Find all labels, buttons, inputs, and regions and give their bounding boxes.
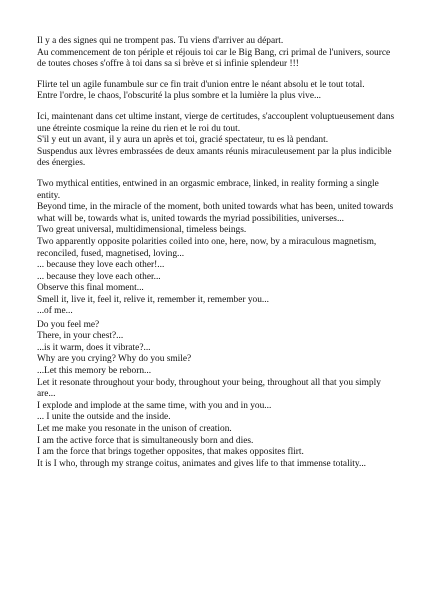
text-line: Beyond time, in the miracle of the moment, both united towards what has been, united towards what will be, towards what is, united towards the myriad possibilities, universes... xyxy=(37,202,394,224)
text-line: ... because they love each other... xyxy=(37,271,161,282)
text-line: Two apparently opposite polarities coiled into one, here, now, by a miraculous magnetism, reconciled, fused, magnetised, loving... xyxy=(37,236,377,259)
text-line: ...of me... xyxy=(37,306,73,317)
text-line: There, in your chest?... xyxy=(37,331,124,342)
paragraph-fr-2 xyxy=(37,80,395,103)
text-line: Do you feel me? xyxy=(37,319,100,330)
text-line: ...Let this memory be reborn... xyxy=(37,365,152,376)
text-line: Two mythical entities, entwined in an orgasmic embrace, linked, in reality forming a single entity. xyxy=(37,178,379,201)
text-line: Observe this final moment... xyxy=(37,283,144,294)
text-line: Il y a des signes qui ne trompent pas. Tu viens d'arriver au départ. xyxy=(37,36,284,46)
text-line: Ici, maintenant dans cet ultime instant, vierge de certitudes, s'accouplent voluptueusement dans une étreinte cosmique la reine du rien et le roi du tout. xyxy=(37,111,395,134)
text-line: S'il y eut un avant, il y aura un après et toi, gracié spectateur, tu es là pendant. xyxy=(37,135,329,146)
text-line: Smell it, live it, feel it, relive it, remember it, remember you... xyxy=(37,294,269,305)
text-line: Entre l'ordre, le chaos, l'obscurité la plus sombre et la lumière la plus vive... xyxy=(37,91,322,102)
text-line: I am the active force that is simultaneously born and dies. xyxy=(37,435,254,446)
paragraph-en xyxy=(37,179,395,470)
text-line: I explode and implode at the same time, with you and in you... xyxy=(37,400,272,411)
document-page xyxy=(37,36,395,470)
text-line: Flirte tel un agile funambule sur ce fin trait d'union entre le néant absolu et le tout total. xyxy=(37,79,365,90)
paragraph-fr-3 xyxy=(37,112,395,170)
text-line: Why are you crying? Why do you smile? xyxy=(37,354,192,365)
text-line: Let me make you resonate in the unison of creation. xyxy=(37,423,232,434)
text-line: Let it resonate throughout your body, throughout your being, throughout all that you simply are... xyxy=(37,377,381,400)
text-line: I am the force that brings together opposites, that makes opposites flirt. xyxy=(37,447,304,458)
text-line: It is I who, through my strange coitus, animates and gives life to that immense totality... xyxy=(37,458,367,469)
paragraph-fr-1 xyxy=(37,36,395,71)
text-line: Suspendus aux lèvres embrassées de deux amants réunis miraculeusement par la plus indicible des énergies. xyxy=(37,146,392,169)
text-line: ... because they love each other!... xyxy=(37,260,165,271)
text-line: Au commencement de ton périple et réjouis toi car le Big Bang, cri primal de l'univers, source de toutes choses s'offre à toi dans sa si brève et si infinie splendeur !!! xyxy=(37,47,391,70)
text-line: Two great universal, multidimensional, timeless beings. xyxy=(37,225,247,236)
text-line: ... I unite the outside and the inside. xyxy=(37,412,171,423)
text-line: ...is it warm, does it vibrate?... xyxy=(37,342,151,353)
